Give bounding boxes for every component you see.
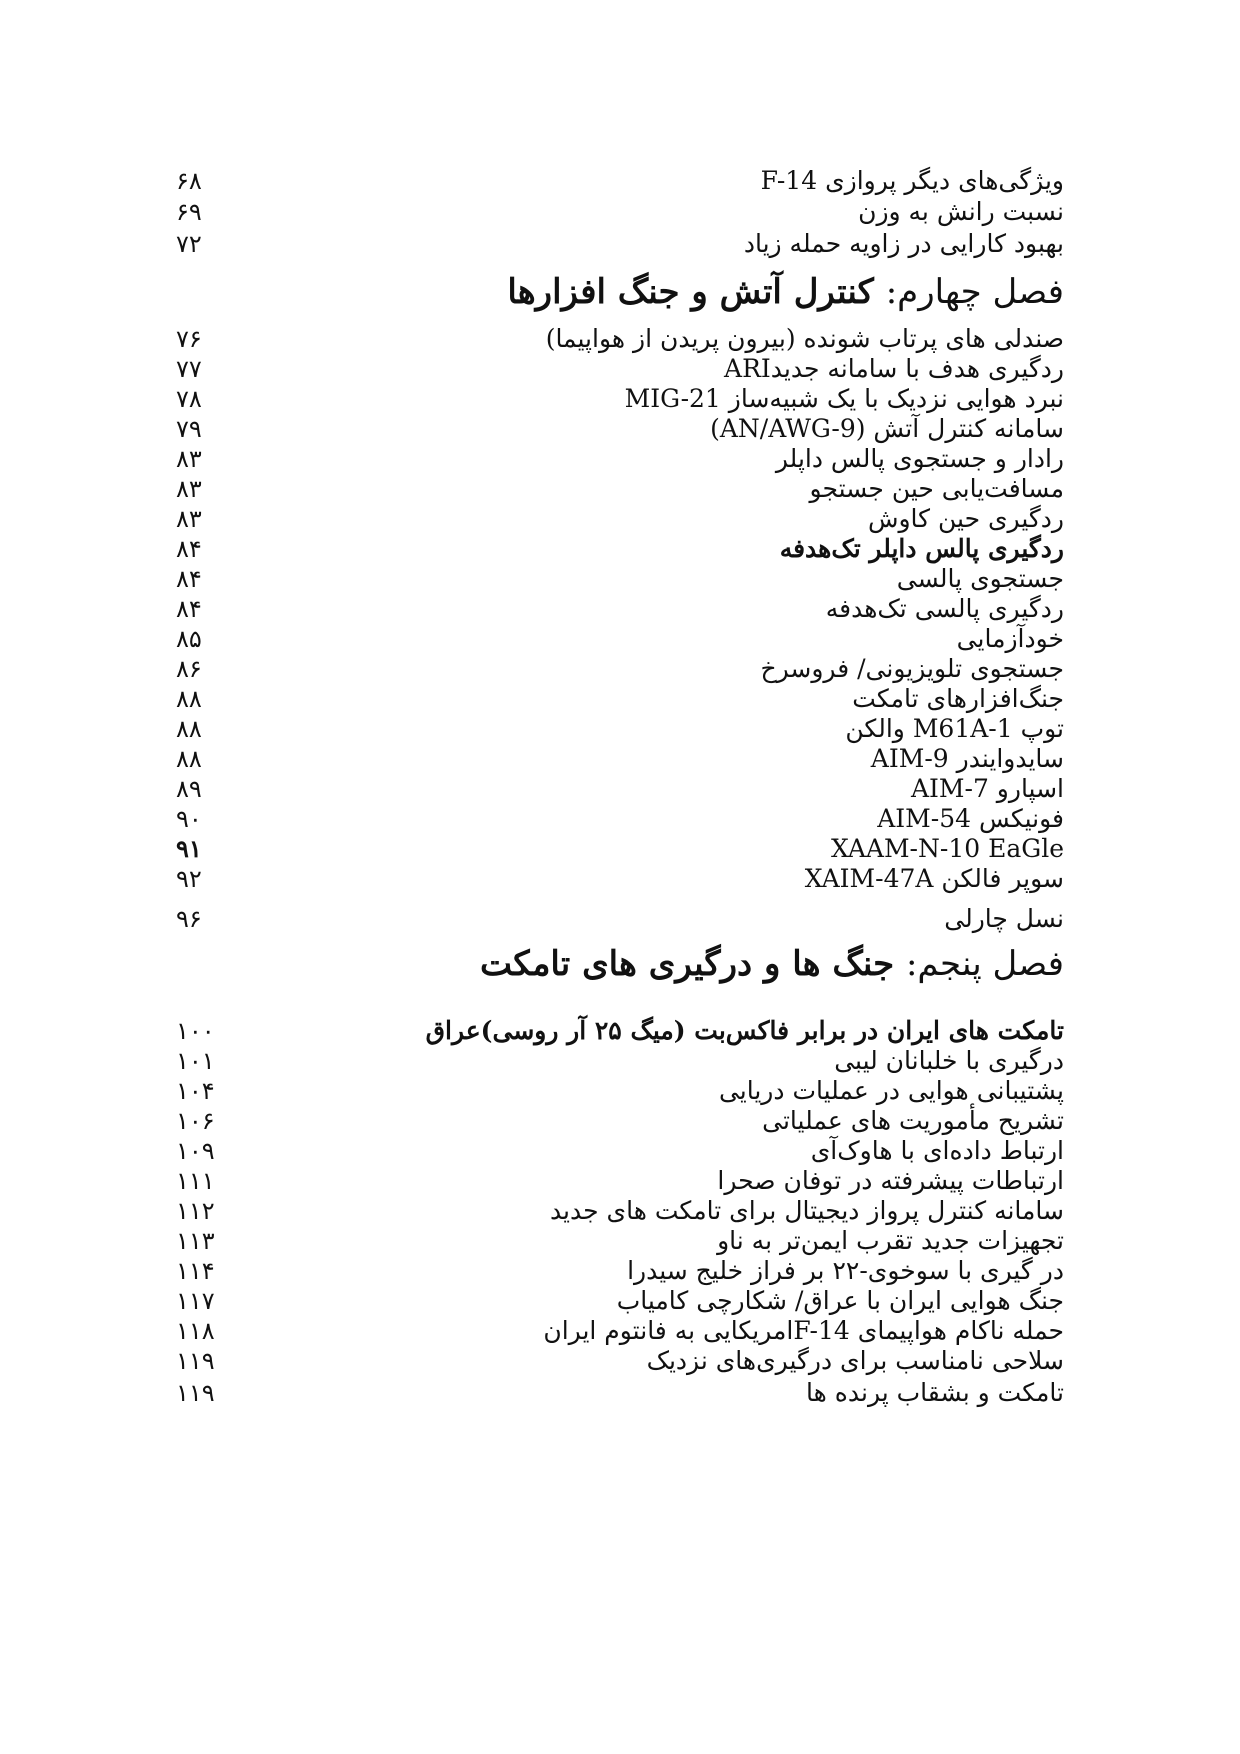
toc-entry xyxy=(0,1377,1240,1409)
chapter-5-title: جنگ ها و درگیری های تامکت xyxy=(480,944,906,984)
toc-entry-title: جستجوی پالسی xyxy=(896,564,1064,593)
toc-entry xyxy=(0,1345,1240,1377)
toc-entry-page: ۱۱۹ xyxy=(176,1347,215,1375)
toc-entry-title: سایدوایندر AIM-9 xyxy=(870,744,1064,773)
toc-entry xyxy=(0,1165,1240,1197)
toc-entry-title: بهبود کارایی در زاویه حمله زیاد xyxy=(743,229,1064,258)
toc-entry-page: ۱۰۴ xyxy=(176,1077,215,1105)
toc-entry xyxy=(0,803,1240,835)
toc-entry-title: نبرد هوایی نزدیک با یک شبیه‌ساز MIG-21 xyxy=(624,384,1064,413)
toc-entry xyxy=(0,1315,1240,1347)
toc-entry xyxy=(0,563,1240,595)
toc-entry-title: AIM-54 فونیکس xyxy=(877,804,1064,833)
chapter-4-title: کنترل آتش و جنگ افزارها xyxy=(507,272,886,312)
toc-entry xyxy=(0,383,1240,415)
toc-entry-page: ۸۳ xyxy=(176,505,202,533)
toc-entry-title: پشتیبانی هوایی در عملیات دریایی xyxy=(718,1076,1064,1105)
toc-entry-page: ۹۶ xyxy=(176,905,202,933)
toc-entry xyxy=(0,683,1240,715)
toc-entry-title: توپ M61A-1 والکن xyxy=(845,714,1064,743)
toc-entry xyxy=(0,623,1240,655)
toc-entry xyxy=(0,653,1240,685)
toc-entry xyxy=(0,228,1240,260)
chapter-4-heading xyxy=(507,270,1064,314)
toc-entry-page: ۱۰۶ xyxy=(176,1107,215,1135)
toc-entry xyxy=(0,1195,1240,1227)
toc-entry-title: سامانه کنترل پرواز دیجیتال برای تامکت های جدید xyxy=(549,1196,1064,1225)
toc-entry-title: جنگ‌افزارهای تامکت xyxy=(852,684,1064,713)
toc-entry-page: ۱۰۱ xyxy=(176,1047,215,1075)
toc-entry-page: ۷۸ xyxy=(176,385,202,413)
toc-entry xyxy=(0,1135,1240,1167)
toc-entry-page: ۱۰۰ xyxy=(176,1017,215,1045)
toc-entry-page: ۱۱۹ xyxy=(176,1379,215,1407)
toc-entry-page: ۸۸ xyxy=(176,685,202,713)
toc-entry xyxy=(0,1015,1240,1047)
toc-entry xyxy=(0,833,1240,865)
toc-entry xyxy=(0,743,1240,775)
toc-entry-title: در گیری با سوخوی-۲۲ بر فراز خلیج سیدرا xyxy=(627,1256,1064,1285)
toc-entry-title: ارتباطات پیشرفته در توفان صحرا xyxy=(717,1166,1064,1195)
toc-entry-title: نسل چارلی xyxy=(944,904,1064,933)
toc-entry-title: صندلی های پرتاب شونده (بیرون پریدن از هواپیما) xyxy=(545,324,1064,353)
toc-entry-title: جنگ هوایی ایران با عراق/ شکارچی کامیاب xyxy=(616,1286,1064,1315)
toc-entry-title: ردگیری حین کاوش xyxy=(867,504,1064,533)
toc-entry-page: ۹۲ xyxy=(176,865,202,893)
toc-entry-title: سلاحی نامناسب برای درگیری‌های نزدیک xyxy=(646,1346,1064,1375)
toc-entry xyxy=(0,413,1240,445)
toc-entry xyxy=(0,1285,1240,1317)
toc-entry xyxy=(0,1225,1240,1257)
toc-entry-page: ۸۳ xyxy=(176,445,202,473)
toc-entry-title: رادار و جستجوی پالس داپلر xyxy=(775,444,1064,473)
toc-entry-title: نسبت رانش به وزن xyxy=(858,197,1064,226)
toc-entry-title: سامانه کنترل آتش (AN/AWG-9) xyxy=(710,414,1064,443)
toc-entry xyxy=(0,773,1240,805)
toc-entry xyxy=(0,1075,1240,1107)
toc-entry-page: ۷۶ xyxy=(176,325,202,353)
toc-entry-page: ۱۱۲ xyxy=(176,1197,215,1225)
toc-entry-page: ۸۸ xyxy=(176,715,202,743)
toc-entry-title: تامکت و بشقاب پرنده ها xyxy=(806,1378,1064,1407)
toc-entry-page: ۶۸ xyxy=(176,167,202,195)
toc-entry-page: ۸۴ xyxy=(176,595,202,623)
toc-entry-page: ۹۱ xyxy=(176,834,202,863)
toc-entry-title: ارتباط داده‌ای با هاوک‌آی xyxy=(810,1136,1064,1165)
toc-entry-page: ۸۵ xyxy=(176,625,202,653)
toc-entry-page: ۸۹ xyxy=(176,775,202,803)
toc-entry xyxy=(0,1255,1240,1287)
toc-entry-page: ۱۱۷ xyxy=(176,1287,215,1315)
toc-entry-title: ویژگی‌های دیگر پروازی F-14 xyxy=(760,166,1064,195)
toc-entry-title: ردگیری هدف با سامانه جدیدARI xyxy=(724,354,1064,383)
toc-entry-title: XAAM-N-10 EaGle xyxy=(830,834,1064,863)
toc-entry-title: تشریح مأموریت های عملیاتی xyxy=(762,1106,1064,1135)
toc-entry xyxy=(0,353,1240,385)
toc-entry-page: ۹۰ xyxy=(176,805,202,833)
toc-entry xyxy=(0,533,1240,565)
toc-entry xyxy=(0,903,1240,935)
chapter-5-heading xyxy=(480,942,1064,986)
toc-entry-title: ردگیری پالس داپلر تک‌هدفه xyxy=(779,534,1064,563)
toc-entry-page: ۷۷ xyxy=(176,355,202,383)
toc-entry-title: ردگیری پالسی تک‌هدفه xyxy=(825,594,1064,623)
toc-entry xyxy=(0,1105,1240,1137)
toc-entry-title: تامکت های ایران در برابر فاکس‌بت (میگ ۲۵ آر روسی)عراق xyxy=(425,1016,1064,1045)
toc-entry-page: ۷۹ xyxy=(176,415,202,443)
toc-entry-page: ۱۱۳ xyxy=(176,1227,215,1255)
toc-entry xyxy=(0,503,1240,535)
toc-entry-title: مسافت‌یابی حین جستجو xyxy=(809,474,1064,503)
toc-entry-title: خودآزمایی xyxy=(956,624,1064,653)
toc-entry-page: ۸۴ xyxy=(176,535,202,563)
toc-entry xyxy=(0,165,1240,197)
toc-entry-title: حمله ناکام هواپیمای F-14امریکایی به فانتوم ایران xyxy=(543,1316,1064,1345)
toc-entry-page: ۷۲ xyxy=(176,230,202,258)
toc-entry-title: AIM-7 اسپارو xyxy=(910,774,1064,803)
toc-entry-page: ۸۴ xyxy=(176,565,202,593)
toc-entry xyxy=(0,713,1240,745)
toc-entry-page: ۱۱۱ xyxy=(176,1167,215,1195)
toc-entry-page: ۱۰۹ xyxy=(176,1137,215,1165)
toc-entry xyxy=(0,1045,1240,1077)
toc-entry xyxy=(0,593,1240,625)
chapter-5-label: فصل پنجم: xyxy=(905,944,1064,984)
toc-entry xyxy=(0,473,1240,505)
toc-entry-page: ۱۱۴ xyxy=(176,1257,215,1285)
toc-entry xyxy=(0,443,1240,475)
chapter-4-label: فصل چهارم: xyxy=(885,272,1064,312)
toc-entry-page: ۸۶ xyxy=(176,655,202,683)
toc-entry-title: تجهیزات جدید تقرب ایمن‌تر به ناو xyxy=(717,1226,1064,1255)
toc-entry-title: XAIM-47A سوپر فالکن xyxy=(804,864,1064,893)
toc-entry-title: جستجوی تلویزیونی/ فروسرخ xyxy=(760,654,1064,683)
toc-entry-title: درگیری با خلبانان لیبی xyxy=(834,1046,1064,1075)
toc-entry xyxy=(0,196,1240,228)
toc-entry-page: ۶۹ xyxy=(176,198,202,226)
toc-entry xyxy=(0,863,1240,895)
toc-entry-page: ۸۳ xyxy=(176,475,202,503)
toc-entry-page: ۱۱۸ xyxy=(176,1317,215,1345)
toc-entry xyxy=(0,323,1240,355)
toc-entry-page: ۸۸ xyxy=(176,745,202,773)
